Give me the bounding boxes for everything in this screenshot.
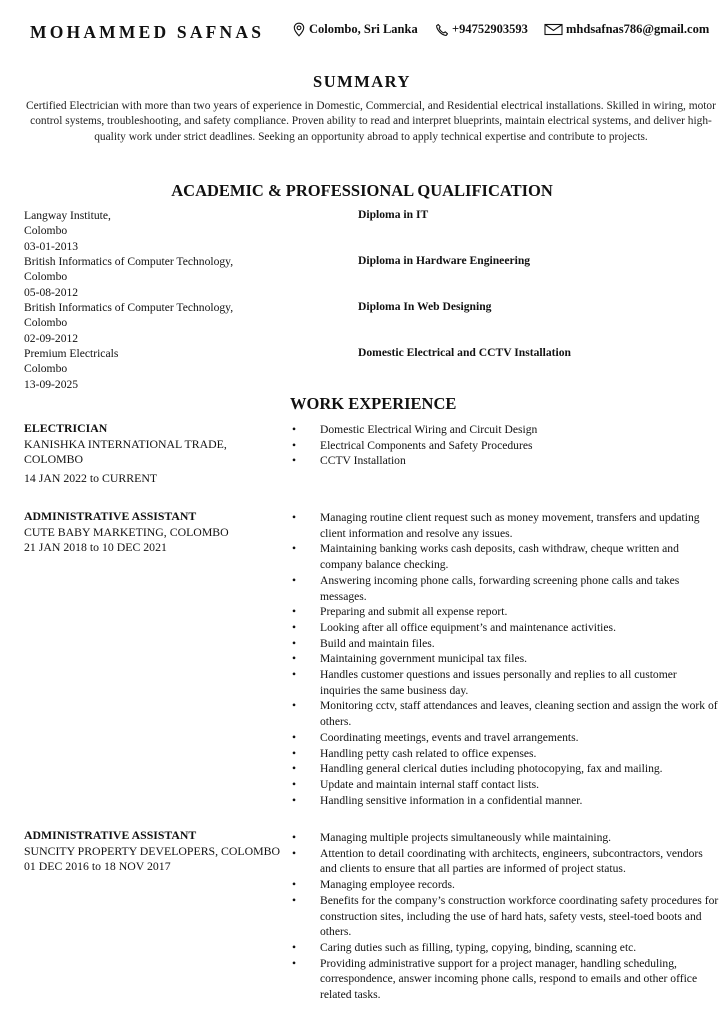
job-duties-list <box>290 510 720 808</box>
duty-item: • Domestic Electrical Wiring and Circuit Design <box>290 422 720 438</box>
job-dates: 21 JAN 2018 to 10 DEC 2021 <box>24 540 167 555</box>
job-dates: 01 DEC 2016 to 18 NOV 2017 <box>24 859 171 874</box>
institution-name: British Informatics of Computer Technology, <box>24 301 234 314</box>
job-info <box>24 421 284 486</box>
job-company: CUTE BABY MARKETING, COLOMBO <box>24 524 229 539</box>
qualification-course: Domestic Electrical and CCTV Installation <box>358 346 571 359</box>
qualification-course: Diploma in Hardware Engineering <box>358 254 531 267</box>
email-text: mhdsafnas786@gmail.com <box>566 22 710 36</box>
institution-name: Langway Institute, <box>24 209 111 222</box>
header <box>30 18 720 44</box>
duty-item: • Electrical Components and Safety Procedures <box>290 438 720 454</box>
contact-email <box>544 22 709 37</box>
duty-item: • Attention to detail coordinating with architects, engineers, subcontractors, vendors and clients to ensure that all parties are informed of project status. <box>290 846 720 877</box>
contact-location <box>292 22 418 37</box>
institution-name: British Informatics of Computer Technology, <box>24 255 234 268</box>
duty-item: • Update and maintain internal staff contact lists. <box>290 777 720 793</box>
location-pin-icon <box>292 22 306 37</box>
institution-city: Colombo <box>24 316 68 330</box>
qualification-heading: ACADEMIC & PROFESSIONAL QUALIFICATION <box>171 181 553 200</box>
duty-item: • CCTV Installation <box>290 453 720 469</box>
job-company: KANISHKA INTERNATIONAL TRADE, COLOMBO <box>24 436 227 467</box>
duty-item: • Managing multiple projects simultaneously while maintaining. <box>290 830 720 846</box>
phone-text: +94752903593 <box>452 22 528 36</box>
institution-name: Premium Electricals <box>24 347 119 360</box>
duty-item: • Coordinating meetings, events and travel arrangements. <box>290 730 720 746</box>
job-title: ADMINISTRATIVE ASSISTANT <box>24 828 197 842</box>
qualification-date: 05-08-2012 <box>24 285 79 299</box>
summary-heading: SUMMARY <box>313 72 411 91</box>
contact-phone <box>435 22 528 37</box>
qualification-institution-block <box>24 208 294 254</box>
qualification-course: Diploma In Web Designing <box>358 300 492 313</box>
candidate-name: MOHAMMED SAFNAS <box>30 22 265 42</box>
institution-city: Colombo <box>24 362 68 376</box>
job-info <box>24 828 284 875</box>
job-title: ELECTRICIAN <box>24 421 108 435</box>
duty-item: • Build and maintain files. <box>290 636 720 652</box>
duty-item: • Handling petty cash related to office expenses. <box>290 746 720 762</box>
job-title: ADMINISTRATIVE ASSISTANT <box>24 509 197 523</box>
duty-item: • Maintaining banking works cash deposits, cash withdraw, cheque written and company balance checking. <box>290 541 720 572</box>
duty-item: • Benefits for the company’s construction workforce coordinating safety procedures for construction sites, including the use of hard hats, safety vests, steel-toed boots and others. <box>290 893 720 940</box>
duty-item: • Caring duties such as filling, typing, copying, binding, scanning etc. <box>290 940 720 956</box>
duty-item: • Handling sensitive information in a confidential manner. <box>290 793 720 809</box>
institution-city: Colombo <box>24 224 68 238</box>
duty-item: • Maintaining government municipal tax files. <box>290 651 720 667</box>
qualification-date: 03-01-2013 <box>24 239 79 253</box>
job-duties-list <box>290 422 720 469</box>
work-experience-heading: WORK EXPERIENCE <box>290 394 457 413</box>
job-duties-list <box>290 830 720 1003</box>
duty-item: • Handling general clerical duties including photocopying, fax and mailing. <box>290 761 720 777</box>
duty-item: • Handles customer questions and issues personally and replies to all customer inquiries the same business day. <box>290 667 720 698</box>
job-dates: 14 JAN 2022 to CURRENT <box>24 470 158 485</box>
qualification-institution-block <box>24 254 294 300</box>
duty-item: • Monitoring cctv, staff attendances and leaves, cleaning section and assign the work of others. <box>290 698 720 729</box>
duty-item: • Preparing and submit all expense report. <box>290 604 720 620</box>
institution-city: Colombo <box>24 270 68 284</box>
duty-item: • Answering incoming phone calls, forwarding screening phone calls and takes messages. <box>290 573 720 604</box>
duty-item: • Managing employee records. <box>290 877 720 893</box>
qualification-date: 13-09-2025 <box>24 377 79 391</box>
qualification-institution-block <box>24 346 294 392</box>
duty-item: • Looking after all office equipment’s and maintenance activities. <box>290 620 720 636</box>
qualification-date: 02-09-2012 <box>24 331 79 345</box>
job-info <box>24 509 284 556</box>
qualification-course: Diploma in IT <box>358 208 429 221</box>
phone-icon <box>435 23 449 37</box>
summary-text: Certified Electrician with more than two years of experience in Domestic, Commercial, and Residential electrical installations. Skilled in wiring, motor control systems, troubleshooting, and safety compliance. Proven ability to read and interpret blueprints, maintain electrical systems, and deliver high-quality work under strict deadlines. Seeking an opportunity abroad to apply technical expertise and contribute to projects. <box>26 100 716 143</box>
qualification-institution-block <box>24 300 294 346</box>
job-company: SUNCITY PROPERTY DEVELOPERS, COLOMBO <box>24 843 281 858</box>
duty-item: • Providing administrative support for a project manager, handling scheduling, correspondence, answer incoming phone calls, respond to emails and other office related tasks. <box>290 956 720 1003</box>
location-text: Colombo, Sri Lanka <box>309 22 418 36</box>
email-envelope-icon <box>544 23 563 36</box>
duty-item: • Managing routine client request such as money movement, transfers and updating client information and resolve any issues. <box>290 510 720 541</box>
